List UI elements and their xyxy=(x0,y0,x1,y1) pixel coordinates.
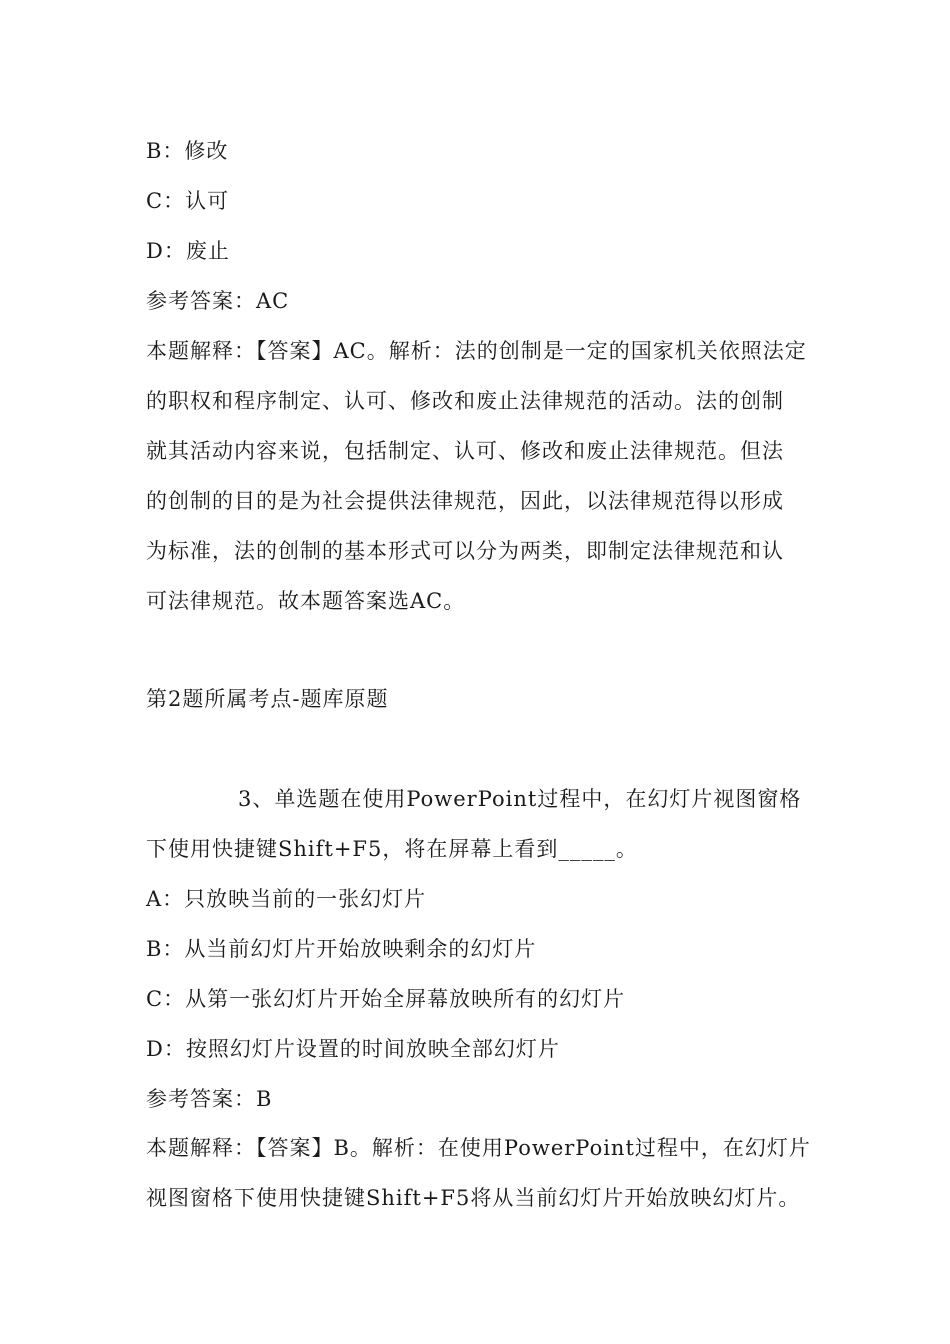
q3-answer: 参考答案：B xyxy=(146,1087,273,1111)
q2-explanation-line: 就其活动内容来说，包括制定、认可、修改和废止法律规范。但法 xyxy=(146,439,784,463)
q3-option-c: C：从第一张幻灯片开始全屏幕放映所有的幻灯片 xyxy=(146,987,626,1011)
q3-option-d: D：按照幻灯片设置的时间放映全部幻灯片 xyxy=(146,1037,560,1061)
q2-explanation-line: 可法律规范。故本题答案选AC。 xyxy=(146,589,466,613)
q2-answer: 参考答案：AC xyxy=(146,289,290,313)
q3-stem-line: 下使用快捷键Shift+F5，将在屏幕上看到_____。 xyxy=(146,837,638,861)
q2-explanation-line: 的职权和程序制定、认可、修改和废止法律规范的活动。法的创制 xyxy=(146,389,784,413)
q2-category: 第2题所属考点-题库原题 xyxy=(146,687,389,711)
q2-option-d: D：废止 xyxy=(146,239,230,263)
q3-stem-line: 3、单选题在使用PowerPoint过程中，在幻灯片视图窗格 xyxy=(238,787,802,811)
q2-option-b: B：修改 xyxy=(146,139,229,163)
q3-option-b: B：从当前幻灯片开始放映剩余的幻灯片 xyxy=(146,937,537,961)
q2-explanation-line: 为标准，法的创制的基本形式可以分为两类，即制定法律规范和认 xyxy=(146,539,784,563)
q2-explanation-line: 本题解释：【答案】AC。解析：法的创制是一定的国家机关依照法定 xyxy=(146,339,807,363)
q3-explanation-line: 视图窗格下使用快捷键Shift+F5将从当前幻灯片开始放映幻灯片。 xyxy=(146,1186,801,1210)
q2-explanation-line: 的创制的目的是为社会提供法律规范，因此，以法律规范得以形成 xyxy=(146,489,784,513)
q3-explanation-line: 本题解释：【答案】B。解析：在使用PowerPoint过程中，在幻灯片 xyxy=(146,1136,811,1160)
q3-option-a: A：只放映当前的一张幻灯片 xyxy=(146,887,427,911)
q2-option-c: C：认可 xyxy=(146,189,230,213)
